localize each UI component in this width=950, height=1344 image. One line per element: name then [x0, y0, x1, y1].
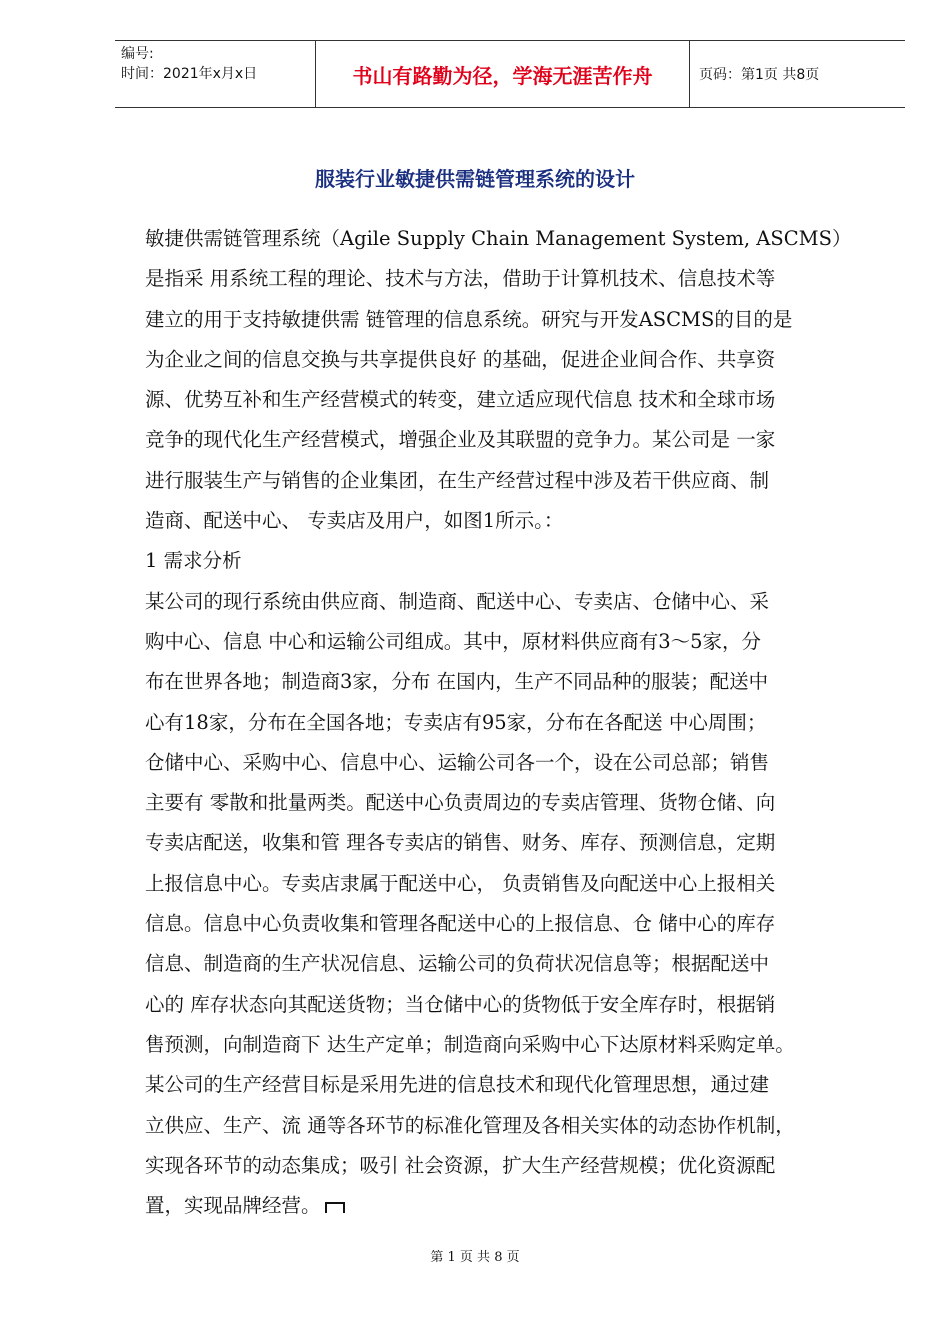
body-line: 立供应、生产、流 通等各环节的标准化管理及各相关实体的动态协作机制，: [145, 1113, 795, 1137]
body-line: 仓储中心、采购中心、信息中心、运输公司各一个，设在公司总部；销售: [145, 750, 770, 774]
document-body: [145, 219, 905, 1226]
document-number-label: 编号:: [121, 46, 154, 62]
page-footer: 第 1 页 共 8 页: [430, 1250, 520, 1265]
body-line: 购中心、信息 中心和运输公司组成。其中，原材料供应商有3～5家，分: [145, 629, 762, 653]
header-motto: 书山有路勤为径，学海无涯苦作舟: [316, 41, 690, 107]
body-line: 是指采 用系统工程的理论、技术与方法，借助于计算机技术、信息技术等: [145, 267, 776, 291]
header-meta-cell: [115, 41, 316, 107]
paragraph-mark-icon: [324, 1200, 346, 1214]
body-line: 心有18家，分布在全国各地；专卖店有95家，分布在各配送 中心周围；: [145, 710, 767, 734]
body-line: 某公司的现行系统由供应商、制造商、配送中心、专卖店、仓储中心、采: [145, 589, 770, 613]
header-page-info: 页码：第1页 共8页: [699, 67, 820, 83]
body-line: [145, 1186, 905, 1226]
body-line: 上报信息中心。专卖店隶属于配送中心， 负责销售及向配送中心上报相关: [145, 871, 776, 895]
body-line: 信息、制造商的生产状况信息、运输公司的负荷状况信息等；根据配送中: [145, 952, 770, 976]
body-line-text: 置，实现品牌经营。: [145, 1194, 321, 1218]
body-line: 主要有 零散和批量两类。配送中心负责周边的专卖店管理、货物仓储、向: [145, 791, 776, 815]
body-line: 布在世界各地；制造商3家，分布 在国内，生产不同品种的服装；配送中: [145, 670, 769, 694]
body-line: 进行服装生产与销售的企业集团，在生产经营过程中涉及若干供应商、制: [145, 468, 770, 492]
body-line: 售预测，向制造商下 达生产定单；制造商向采购中心下达原材料采购定单。: [145, 1032, 795, 1056]
section-heading: 1 需求分析: [145, 549, 242, 573]
body-line: 竞争的现代化生产经营模式，增强企业及其联盟的竞争力。某公司是 一家: [145, 428, 776, 452]
body-line: 造商、配送中心、 专卖店及用户，如图1所示。：: [145, 509, 564, 533]
document-title: 服装行业敏捷供需链管理系统的设计: [315, 167, 635, 191]
body-line: 心的 库存状态向其配送货物；当仓储中心的货物低于安全库存时，根据销: [145, 992, 776, 1016]
body-line: 信息。信息中心负责收集和管理各配送中心的上报信息、仓 储中心的库存: [145, 912, 776, 936]
body-line: 某公司的生产经营目标是采用先进的信息技术和现代化管理思想，通过建: [145, 1073, 770, 1097]
body-line: 专卖店配送，收集和管 理各专卖店的销售、财务、库存、预测信息，定期: [145, 831, 776, 855]
body-line: 建立的用于支持敏捷供需 链管理的信息系统。研究与开发ASCMS的目的是: [145, 307, 793, 331]
body-line: 实现各环节的动态集成；吸引 社会资源，扩大生产经营规模；优化资源配: [145, 1153, 776, 1177]
body-line: 为企业之间的信息交换与共享提供良好 的基础，促进企业间合作、共享资: [145, 347, 776, 371]
body-line: 敏捷供需链管理系统（Agile Supply Chain Management System, ASCMS）: [145, 227, 852, 250]
page-header: [115, 40, 905, 108]
body-line: 源、优势互补和生产经营模式的转变，建立适应现代信息 技术和全球市场: [145, 388, 776, 412]
document-time-label: 时间：2021年x月x日: [121, 66, 258, 82]
